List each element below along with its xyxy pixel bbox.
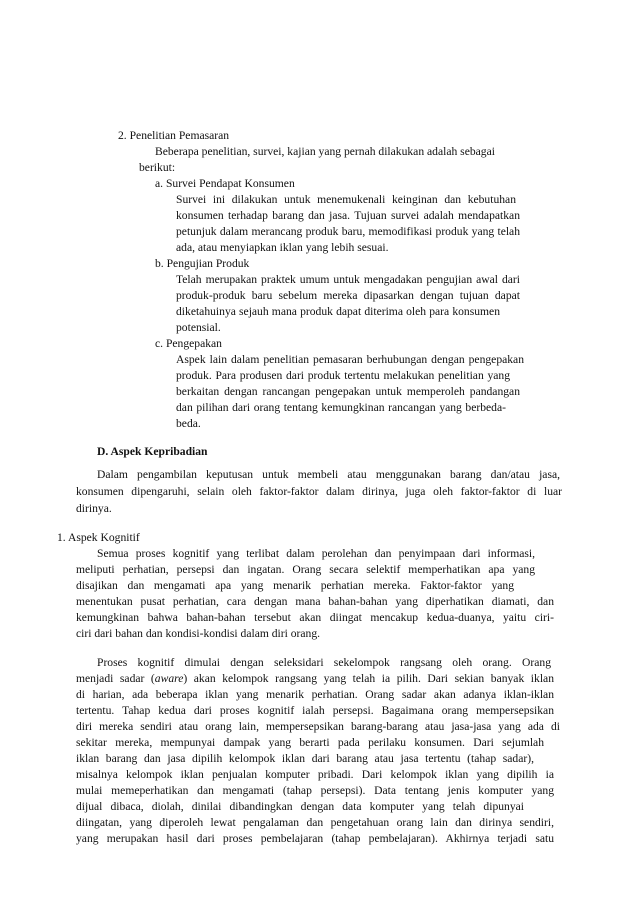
paragraph-line: yang merupakan hasil dari proses pembelajaran (tahap pembelajaran). Akhirnya terjadi satu: [76, 832, 554, 845]
list-item-line: konsumen terhadap barang dan jasa. Tujuan survei adalah mendapatkan: [176, 209, 520, 222]
paragraph-line: menentukan pusat perhatian, cara dengan mana bahan-bahan yang diperhatikan diamati, dan: [76, 595, 554, 608]
list-item-title: c. Pengepakan: [155, 337, 222, 350]
paragraph-line: dijual dibaca, diolah, dinilai dibandingkan dengan data komputer yang telah dipunyai: [76, 800, 524, 813]
list-item-title: b. Pengujian Produk: [155, 257, 250, 270]
list-item-line: Survei ini dilakukan untuk menemukenali keinginan dan kebutuhan: [176, 193, 516, 206]
paragraph-line: kemungkinan bahwa bahan-bahan tersebut akan diingat mencakup kedua-duanya, yaitu ciri-: [76, 611, 554, 624]
section-d-heading: D. Aspek Kepribadian: [97, 445, 208, 458]
emphasis-aware: aware: [154, 672, 184, 685]
list-item-line: berkaitan dengan rancangan pengepakan untuk memperoleh pandangan: [176, 385, 520, 398]
paragraph-line: meliputi perhatian, persepsi dan ingatan. Orang secara selektif memperhatikan apa yang: [76, 563, 535, 576]
section-2-intro-line: Beberapa penelitian, survei, kajian yang pernah dilakukan adalah sebagai: [155, 145, 495, 158]
list-item-title: a. Survei Pendapat Konsumen: [155, 177, 295, 190]
paragraph-line: diingatan, yang diperoleh lewat pengalaman dan pengetahuan orang lain dan dirinya sendiri,: [76, 816, 554, 829]
list-item-line: dan pilihan dari orang tentang kemungkinan rancangan yang berbeda-: [176, 401, 506, 414]
list-item-line: beda.: [176, 417, 201, 430]
paragraph-line: Proses kognitif dimulai dengan seleksidari sekelompok rangsang oleh orang. Orang: [97, 656, 551, 669]
list-item-line: produk. Para produsen dari produk tertentu melakukan penelitian yang: [176, 369, 510, 382]
list-item-line: ada, atau menyiapkan iklan yang lebih sesuai.: [176, 241, 389, 254]
paragraph-line: konsumen dipengaruhi, selain oleh faktor-faktor dalam dirinya, juga oleh faktor-faktor di luar: [76, 485, 562, 498]
section-1-heading: 1. Aspek Kognitif: [57, 531, 140, 544]
paragraph-line: misalnya kelompok iklan penjualan komputer pribadi. Dari kelompok iklan yang dipilih ia: [76, 768, 554, 781]
paragraph-line: menjadi sadar (aware) akan kelompok rangsang yang telah ia pilih. Dari sekian banyak iklan: [76, 672, 554, 685]
list-item-line: potensial.: [176, 321, 221, 334]
list-item-line: Telah merupakan praktek umum untuk mengadakan pengujian awal dari: [176, 273, 520, 286]
paragraph-line: disajikan dan mengamati apa yang menarik perhatian mereka. Faktor-faktor yang: [76, 579, 514, 592]
paragraph-line: Dalam pengambilan keputusan untuk membeli atau menggunakan barang dan/atau jasa,: [97, 468, 560, 481]
paragraph-line: diri mereka sendiri atau orang lain, mempersepsikan barang-barang atau jasa-jasa yang ada di: [76, 720, 560, 733]
list-item-line: petunjuk dalam merancang produk baru, memodifikasi produk yang telah: [176, 225, 520, 238]
paragraph-line: dirinya.: [76, 502, 112, 515]
paragraph-line: Semua proses kognitif yang terlibat dalam perolehan dan penyimpaan dari informasi,: [97, 547, 535, 560]
list-item-line: diketahuinya sejauh mana produk dapat diterima oleh para konsumen: [176, 305, 500, 318]
section-2-intro-line: berikut:: [139, 161, 176, 174]
section-2-heading: 2. Penelitian Pemasaran: [118, 129, 230, 142]
paragraph-line: di harian, ada beberapa iklan yang menarik perhatian. Orang sadar akan adanya iklan-iklan: [76, 688, 554, 701]
paragraph-line: sekitar mereka, mempunyai dampak yang berarti pada perilaku konsumen. Dari sejumlah: [76, 736, 544, 749]
list-item-line: Aspek lain dalam penelitian pemasaran berhubungan dengan pengepakan: [176, 353, 524, 366]
paragraph-line: mulai memeperhatikan dan mengamati (tahap persepsi). Data tentang jenis komputer yang: [76, 784, 554, 797]
paragraph-line: tertentu. Tahap kedua dari proses kognitif ialah persepsi. Bagaimana orang mempersepsikan: [76, 704, 554, 717]
paragraph-line: ciri dari bahan dan kondisi-kondisi dalam diri orang.: [76, 627, 321, 640]
list-item-line: produk-produk baru sebelum mereka dipasarkan dengan tujuan dapat: [176, 289, 520, 302]
paragraph-line: iklan barang dan jasa dipilih kelompok iklan dari barang atau jasa tertentu (tahap sadar),: [76, 752, 534, 765]
